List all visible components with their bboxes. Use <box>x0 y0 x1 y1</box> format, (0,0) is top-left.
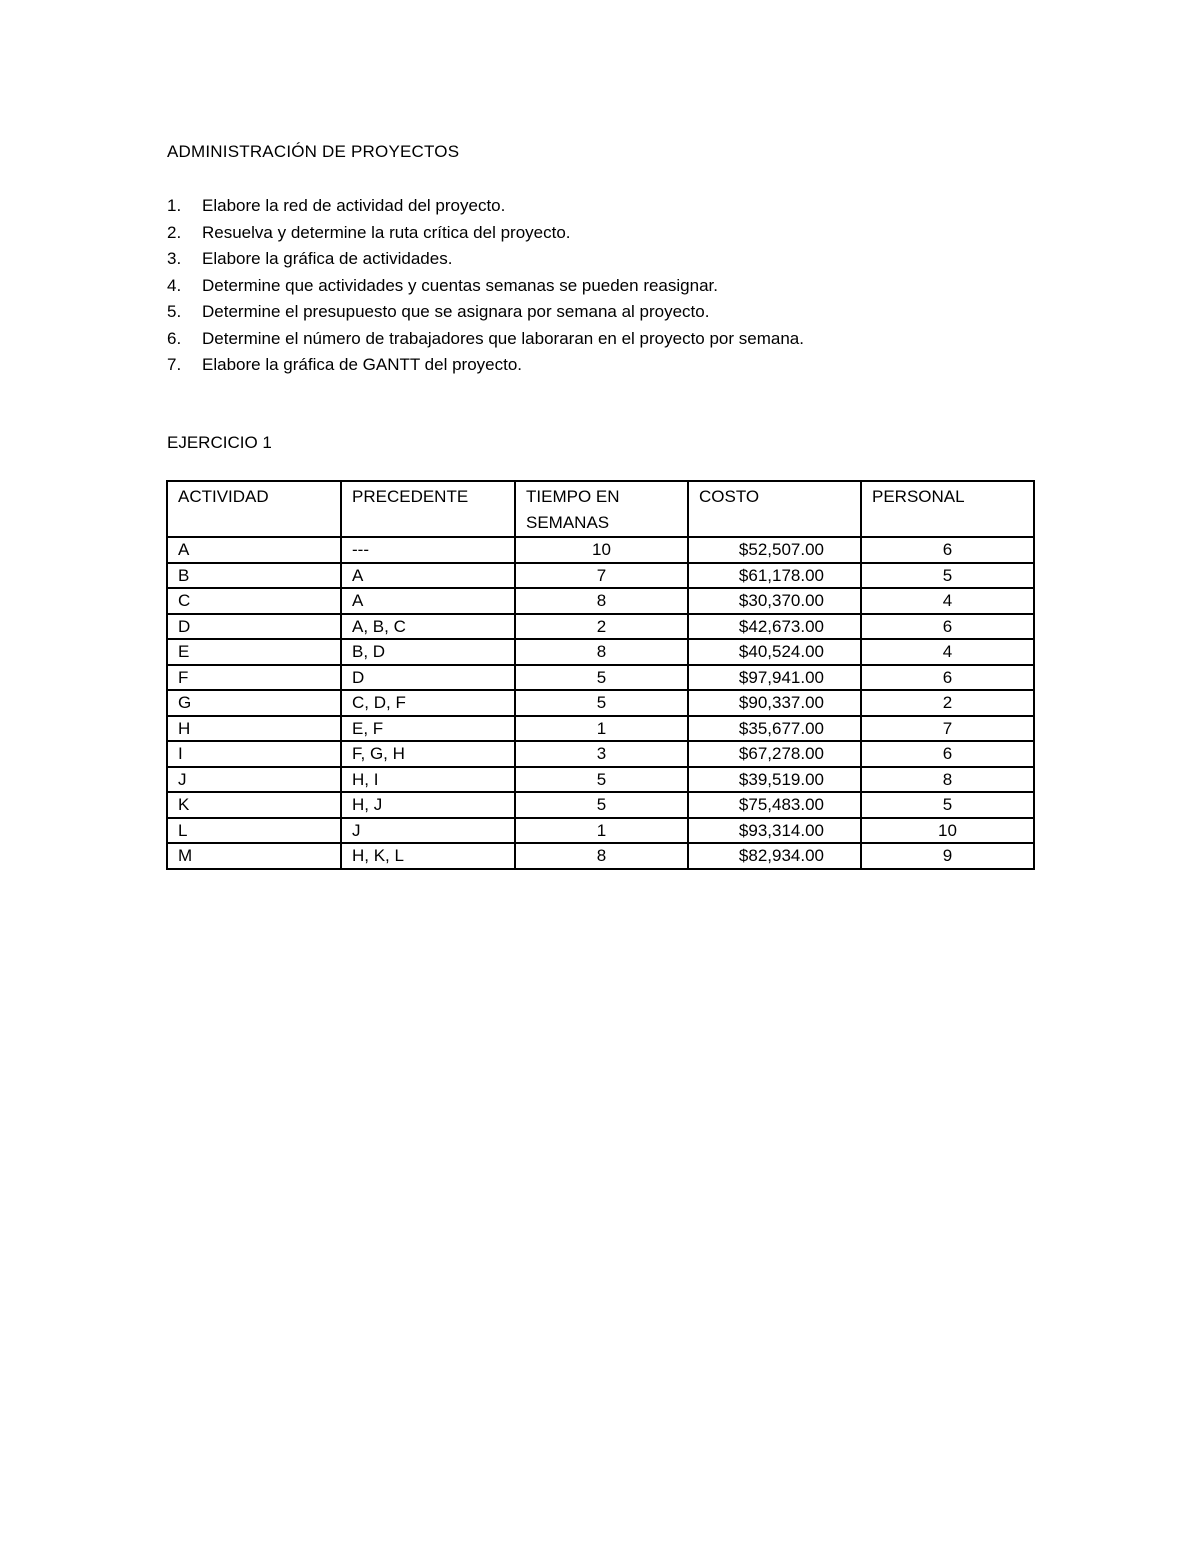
cell-costo: $40,524.00 <box>688 639 861 665</box>
header-personal: PERSONAL <box>861 481 1034 537</box>
cell-costo: $93,314.00 <box>688 818 861 844</box>
cell-tiempo: 5 <box>515 767 688 793</box>
cell-precedente: A <box>341 563 515 589</box>
cell-tiempo: 1 <box>515 716 688 742</box>
header-actividad: ACTIVIDAD <box>167 481 341 537</box>
cell-costo: $75,483.00 <box>688 792 861 818</box>
cell-tiempo: 8 <box>515 588 688 614</box>
table-row <box>167 614 1034 640</box>
table-row <box>167 639 1034 665</box>
list-item-text: Determine el presupuesto que se asignara por semana al proyecto. <box>202 302 710 321</box>
cell-costo: $52,507.00 <box>688 537 861 563</box>
cell-tiempo: 5 <box>515 792 688 818</box>
cell-tiempo: 8 <box>515 639 688 665</box>
cell-costo: $97,941.00 <box>688 665 861 691</box>
table-header-row <box>167 481 1034 537</box>
list-item-number: 5. <box>167 302 182 321</box>
list-item-text: Resuelva y determine la ruta crítica del proyecto. <box>202 222 571 242</box>
cell-personal: 8 <box>861 767 1034 793</box>
cell-costo: $30,370.00 <box>688 588 861 614</box>
cell-precedente: C, D, F <box>341 690 515 716</box>
cell-precedente: E, F <box>341 716 515 742</box>
list-item-text: Determine que actividades y cuentas semanas se pueden reasignar. <box>202 275 718 295</box>
header-precedente: PRECEDENTE <box>341 481 515 537</box>
cell-personal: 9 <box>861 843 1034 869</box>
cell-personal: 5 <box>861 563 1034 589</box>
header-tiempo: TIEMPO EN SEMANAS <box>515 481 688 537</box>
cell-tiempo: 5 <box>515 665 688 691</box>
cell-costo: $61,178.00 <box>688 563 861 589</box>
list-item-text: Elabore la red de actividad del proyecto. <box>202 196 506 215</box>
table-row <box>167 537 1034 563</box>
cell-tiempo: 5 <box>515 690 688 716</box>
cell-personal: 4 <box>861 639 1034 665</box>
cell-actividad: G <box>167 690 341 716</box>
list-item <box>167 299 804 326</box>
cell-precedente: H, I <box>341 767 515 793</box>
list-item-text: Elabore la gráfica de actividades. <box>202 249 453 268</box>
list-item-number: 1. <box>167 196 182 215</box>
exercise-title: EJERCICIO 1 <box>167 433 272 452</box>
cell-actividad: F <box>167 665 341 691</box>
cell-costo: $90,337.00 <box>688 690 861 716</box>
table-row <box>167 563 1034 589</box>
cell-actividad: M <box>167 843 341 869</box>
cell-actividad: C <box>167 588 341 614</box>
list-item-number: 6. <box>167 328 182 348</box>
cell-costo: $82,934.00 <box>688 843 861 869</box>
cell-personal: 5 <box>861 792 1034 818</box>
cell-personal: 2 <box>861 690 1034 716</box>
cell-costo: $42,673.00 <box>688 614 861 640</box>
cell-personal: 4 <box>861 588 1034 614</box>
task-list <box>167 193 804 379</box>
cell-actividad: E <box>167 639 341 665</box>
cell-precedente: H, J <box>341 792 515 818</box>
cell-precedente: --- <box>341 537 515 563</box>
table-row <box>167 818 1034 844</box>
table-row <box>167 690 1034 716</box>
cell-actividad: J <box>167 767 341 793</box>
cell-precedente: A <box>341 588 515 614</box>
cell-tiempo: 8 <box>515 843 688 869</box>
table-row <box>167 792 1034 818</box>
cell-personal: 6 <box>861 614 1034 640</box>
cell-tiempo: 2 <box>515 614 688 640</box>
cell-costo: $35,677.00 <box>688 716 861 742</box>
list-item-number: 2. <box>167 222 182 242</box>
cell-precedente: J <box>341 818 515 844</box>
list-item <box>167 352 804 379</box>
cell-actividad: H <box>167 716 341 742</box>
list-item-number: 3. <box>167 249 182 268</box>
cell-precedente: A, B, C <box>341 614 515 640</box>
list-item <box>167 220 804 247</box>
list-item <box>167 246 804 273</box>
list-item <box>167 193 804 220</box>
cell-tiempo: 10 <box>515 537 688 563</box>
cell-actividad: K <box>167 792 341 818</box>
document-title: ADMINISTRACIÓN DE PROYECTOS <box>167 142 460 161</box>
cell-personal: 6 <box>861 537 1034 563</box>
table-body <box>167 537 1034 869</box>
cell-tiempo: 1 <box>515 818 688 844</box>
list-item <box>167 273 804 300</box>
cell-precedente: H, K, L <box>341 843 515 869</box>
cell-personal: 6 <box>861 665 1034 691</box>
cell-actividad: B <box>167 563 341 589</box>
table-row <box>167 588 1034 614</box>
cell-tiempo: 3 <box>515 741 688 767</box>
list-item-text: Elabore la gráfica de GANTT del proyecto. <box>202 355 523 374</box>
cell-precedente: B, D <box>341 639 515 665</box>
list-item <box>167 326 804 353</box>
cell-precedente: F, G, H <box>341 741 515 767</box>
activities-table <box>166 480 1035 870</box>
list-item-number: 4. <box>167 275 182 295</box>
table-row <box>167 665 1034 691</box>
table-row <box>167 843 1034 869</box>
cell-personal: 7 <box>861 716 1034 742</box>
cell-actividad: L <box>167 818 341 844</box>
table-row <box>167 716 1034 742</box>
list-item-number: 7. <box>167 355 182 374</box>
cell-costo: $39,519.00 <box>688 767 861 793</box>
cell-tiempo: 7 <box>515 563 688 589</box>
table-row <box>167 767 1034 793</box>
table-row <box>167 741 1034 767</box>
cell-personal: 10 <box>861 818 1034 844</box>
cell-personal: 6 <box>861 741 1034 767</box>
cell-actividad: D <box>167 614 341 640</box>
header-costo: COSTO <box>688 481 861 537</box>
cell-actividad: A <box>167 537 341 563</box>
cell-precedente: D <box>341 665 515 691</box>
cell-actividad: I <box>167 741 341 767</box>
cell-costo: $67,278.00 <box>688 741 861 767</box>
list-item-text: Determine el número de trabajadores que laboraran en el proyecto por semana. <box>202 328 804 348</box>
